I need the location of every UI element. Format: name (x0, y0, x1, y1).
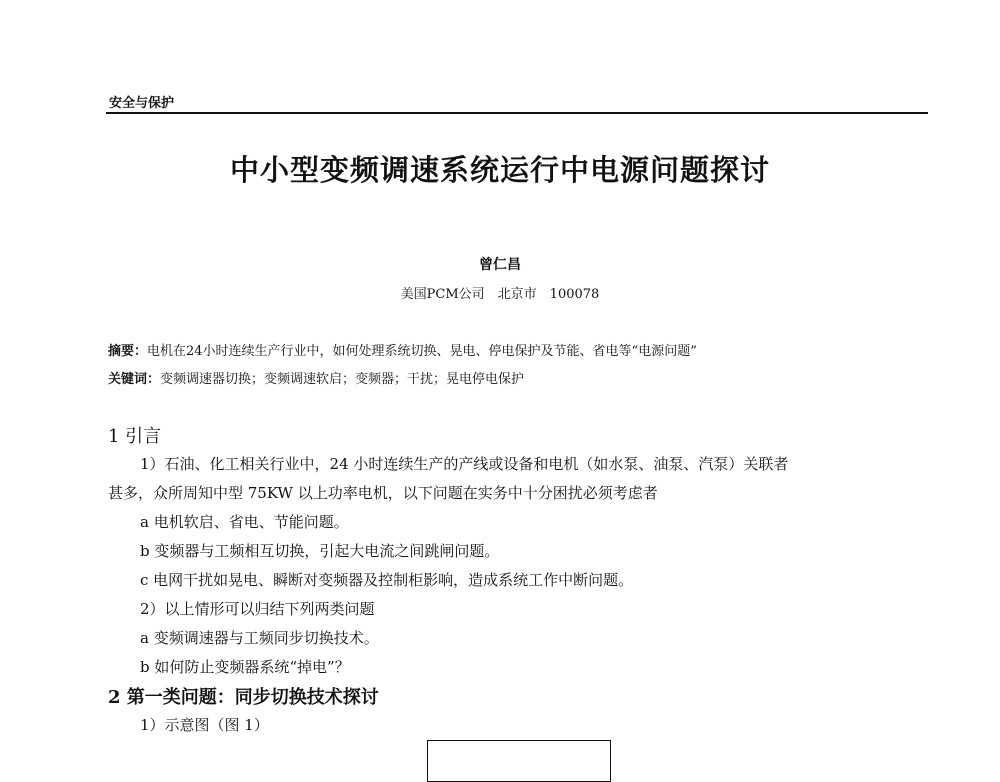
author-name: 曾仁昌 (479, 257, 521, 273)
keywords-text: 变频调速器切换；变频调速软启；变频器；干扰；晃电停电保护 (160, 372, 525, 387)
section-label: 安全与保护 (109, 96, 175, 111)
paragraph-1-line-2: 甚多，众所周知中型 75KW 以上功率电机，以下问题在实务中十分困扰必须考虑者 (108, 484, 658, 502)
list-item-b2: b 如何防止变频器系统“掉电”？ (140, 658, 350, 676)
abstract-text: 电机在24小时连续生产行业中，如何处理系统切换、晃电、停电保护及节能、省电等“电源问题” (147, 344, 697, 359)
section-2-paragraph-1: 1）示意图（图 1） (140, 716, 269, 734)
author-affiliation: 美国PCM公司 北京市 100078 (400, 287, 600, 302)
abstract-label: 摘要： (108, 344, 148, 359)
page-title: 中小型变频调速系统运行中电源问题探讨 (229, 153, 770, 187)
list-item-b1: b 变频器与工频相互切换，引起大电流之间跳闸问题。 (140, 542, 500, 560)
paragraph-1-line-1: 1）石油、化工相关行业中，24 小时连续生产的产线或设备和电机（如水泵、油泵、汽泵）关联者 (140, 455, 789, 473)
paragraph-2: 2）以上情形可以归结下列两类问题 (140, 600, 375, 618)
section-2-heading: 2 第一类问题：同步切换技术探讨 (108, 687, 379, 708)
figure-1-frame (427, 740, 611, 782)
list-item-a1: a 电机软启、省电、节能问题。 (140, 513, 349, 531)
keywords (108, 368, 524, 387)
keywords-label: 关键词： (108, 372, 161, 387)
list-item-c1: c 电网干扰如晃电、瞬断对变频器及控制柜影响，造成系统工作中断问题。 (140, 571, 634, 589)
header-rule (106, 112, 928, 114)
abstract (108, 340, 697, 359)
section-1-heading: 1 引言 (108, 426, 162, 447)
list-item-a2: a 变频调速器与工频同步切换技术。 (140, 629, 379, 647)
